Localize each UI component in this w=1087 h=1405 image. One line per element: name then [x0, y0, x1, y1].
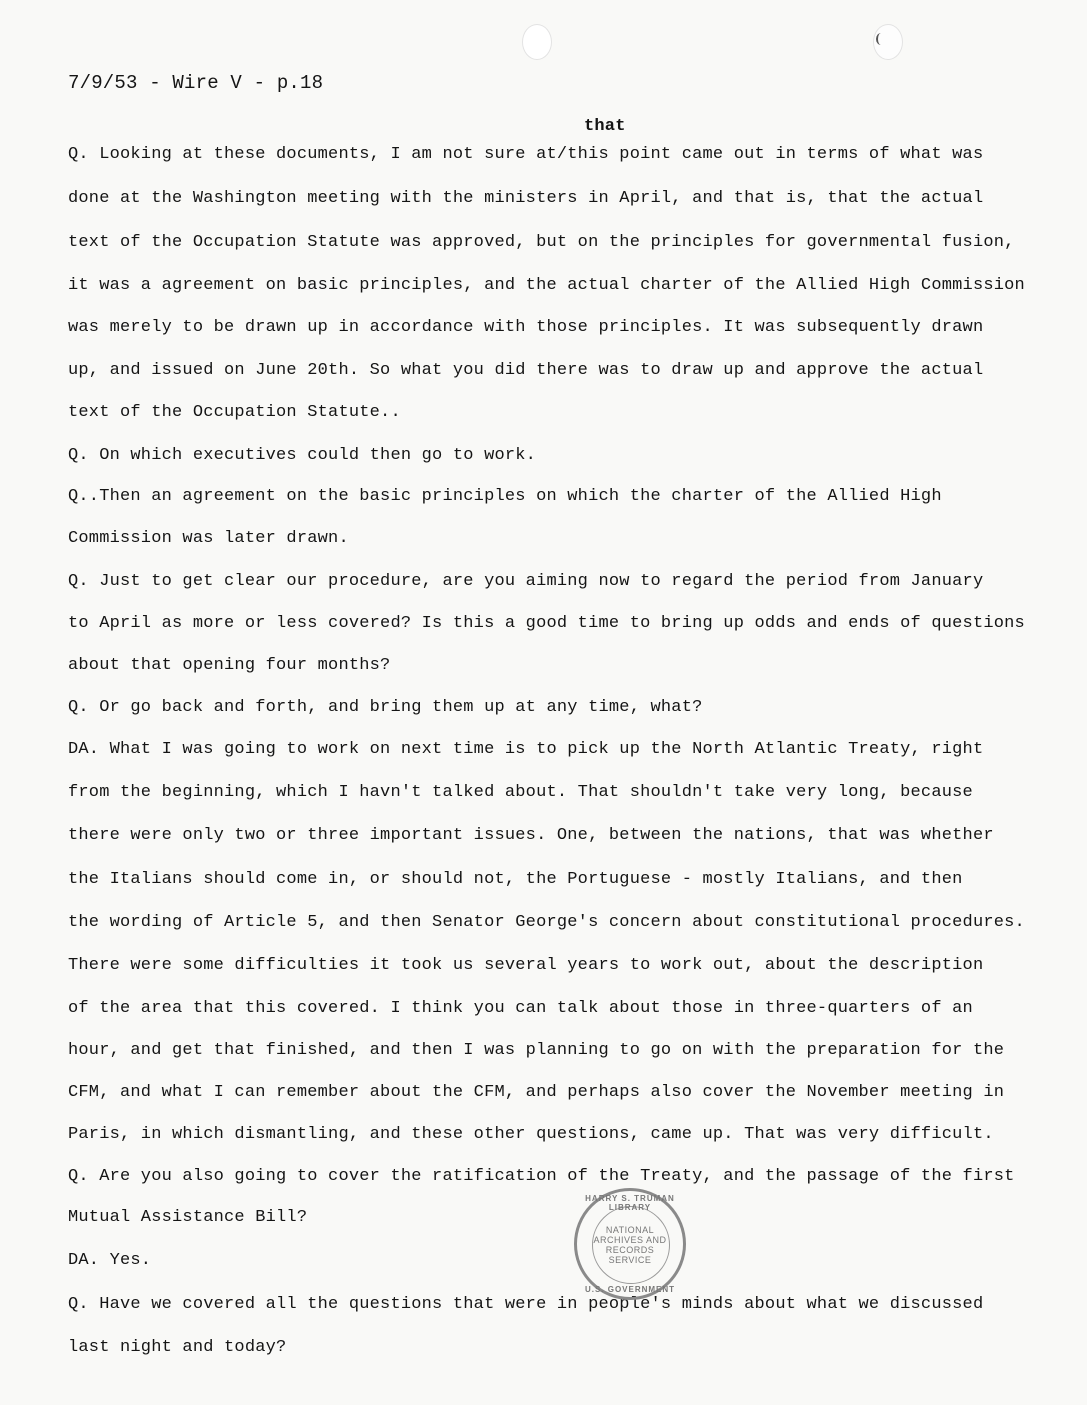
- text-line: text of the Occupation Statute..: [68, 403, 401, 422]
- text-line: Mutual Assistance Bill?: [68, 1208, 308, 1227]
- page-header: 7/9/53 - Wire V - p.18: [68, 72, 324, 94]
- text-line: about that opening four months?: [68, 656, 391, 675]
- stamp-ring-top: HARRY S. TRUMAN LIBRARY: [585, 1194, 675, 1212]
- text-line: Q. Are you also going to cover the ratification of the Treaty, and the passage of the first: [68, 1167, 1015, 1186]
- text-line: Q. Have we covered all the questions that were in people's minds about what we discussed: [68, 1295, 984, 1314]
- text-line: hour, and get that finished, and then I was planning to go on with the preparation for the: [68, 1041, 1005, 1060]
- handwritten-insert: that: [584, 117, 626, 136]
- text-line: from the beginning, which I havn't talked about. That shouldn't take very long, because: [68, 783, 973, 802]
- text-line: text of the Occupation Statute was approved, but on the principles for governmental fusion,: [68, 233, 1015, 252]
- punch-hole-left: [522, 24, 552, 60]
- text-line: Q. Looking at these documents, I am not sure at/this point came out in terms of what was: [68, 145, 984, 164]
- stamp-line: SERVICE: [608, 1255, 652, 1265]
- text-line: Commission was later drawn.: [68, 529, 349, 548]
- text-line: Paris, in which dismantling, and these other questions, came up. That was very difficult.: [68, 1125, 994, 1144]
- text-line: Q. Or go back and forth, and bring them up at any time, what?: [68, 698, 703, 717]
- text-line: there were only two or three important issues. One, between the nations, that was whether: [68, 826, 994, 845]
- text-line: DA. Yes.: [68, 1251, 152, 1270]
- stamp-line: NATIONAL: [605, 1225, 655, 1235]
- text-line: Q. On which executives could then go to work.: [68, 446, 537, 465]
- stamp-line: RECORDS: [605, 1245, 655, 1255]
- text-line: to April as more or less covered? Is this a good time to bring up odds and ends of questions: [68, 614, 1025, 633]
- punch-hole-right: [873, 24, 903, 60]
- text-line: the Italians should come in, or should not, the Portuguese - mostly Italians, and then: [68, 870, 963, 889]
- stamp-ring-bottom: U.S. GOVERNMENT: [584, 1285, 676, 1294]
- text-line: it was a agreement on basic principles, and the actual charter of the Allied High Commission: [68, 276, 1025, 295]
- text-line: Q. Just to get clear our procedure, are you aiming now to regard the period from January: [68, 572, 984, 591]
- text-line: was merely to be drawn up in accordance with those principles. It was subsequently drawn: [68, 318, 984, 337]
- text-line: Q..Then an agreement on the basic principles on which the charter of the Allied High: [68, 487, 942, 506]
- stamp-center: [577, 1225, 683, 1265]
- text-line: the wording of Article 5, and then Senator George's concern about constitutional procedures.: [68, 913, 1025, 932]
- archive-stamp: [574, 1188, 686, 1300]
- text-line: last night and today?: [68, 1338, 287, 1357]
- stamp-line: ARCHIVES AND: [593, 1235, 667, 1245]
- text-line: done at the Washington meeting with the ministers in April, and that is, that the actual: [68, 189, 984, 208]
- text-line: There were some difficulties it took us several years to work out, about the description: [68, 956, 984, 975]
- text-line: of the area that this covered. I think you can talk about those in three-quarters of an: [68, 999, 973, 1018]
- text-line: up, and issued on June 20th. So what you did there was to draw up and approve the actual: [68, 361, 984, 380]
- text-line: CFM, and what I can remember about the CFM, and perhaps also cover the November meeting in: [68, 1083, 1005, 1102]
- text-line: DA. What I was going to work on next time is to pick up the North Atlantic Treaty, right: [68, 740, 984, 759]
